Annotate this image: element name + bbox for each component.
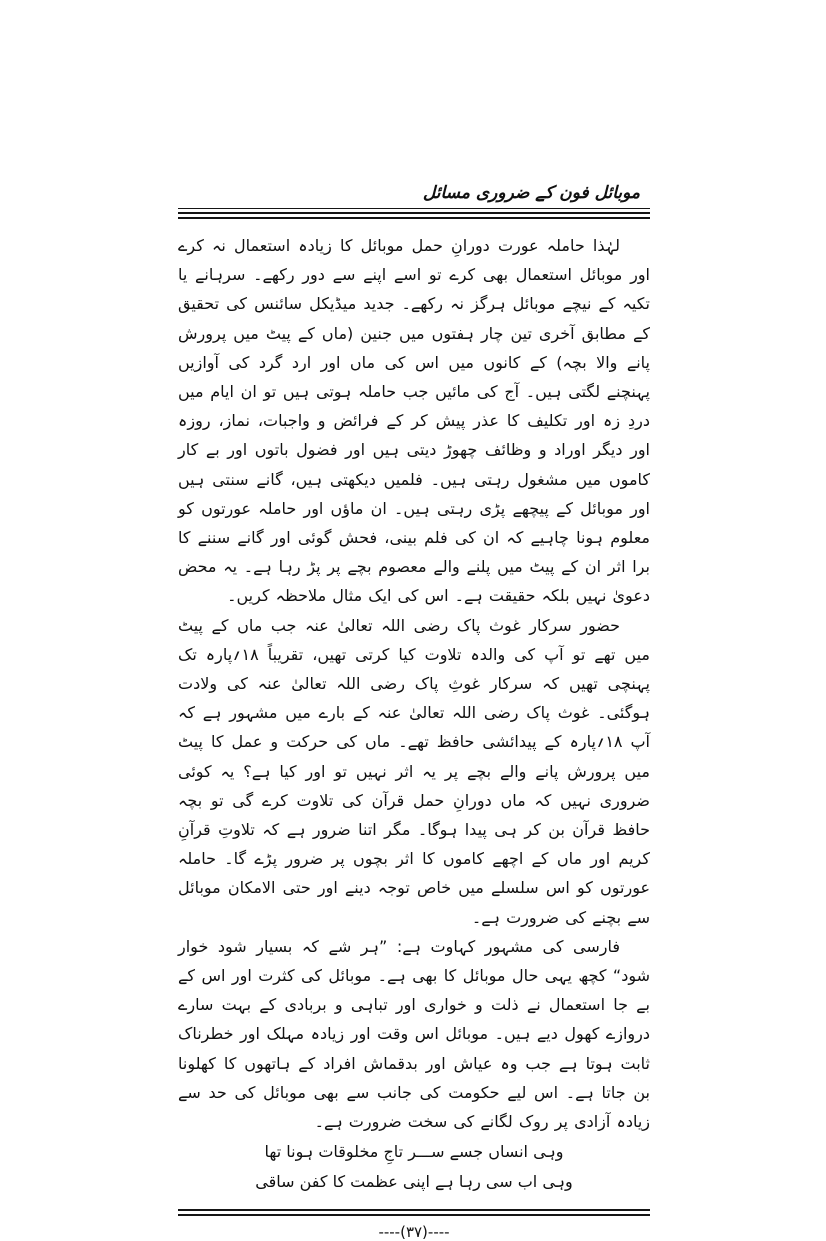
footer-rule-double [178, 1209, 650, 1216]
page-number: ----(۳۷)---- [378, 1223, 450, 1241]
paragraph-ghaus-pak-story: حضور سرکار غوث پاک رضی اللہ تعالیٰ عنہ جب ماں کے پیٹ میں تھے تو آپ کی والدہ تلاوت کیا کرتی تھیں، تقریباً ۱۸؍پارہ تک پہنچی تھیں کہ سرکار غوثِ پاک رضی اللہ تعالیٰ عنہ کی ولادت ہوگئی۔ غوث پاک رضی اللہ تعالیٰ عنہ کے بارے میں مشہور ہے کہ آپ ۱۸؍پارہ کے پیدائشی حافظ تھے۔ ماں کی حرکت و عمل کا پیٹ میں پرورش پانے والے بچے پر یہ اثر نہیں تو اور کیا ہے؟ یہ کوئی ضروری نہیں کہ ماں دورانِ حمل قرآن کی تلاوت کرے گی تو بچہ حافظ قرآن بن کر ہی پیدا ہوگا۔ مگر اتنا ضرور ہے کہ تلاوتِ قرآنِ کریم اور ماں کے اچھے کاموں کا اثر بچوں پر ضرور پڑے گا۔ حاملہ عورتوں کو اس سلسلے میں خاص توجہ دینے اور حتی الامکان موبائل سے بچنے کی ضرورت ہے۔ [178, 615, 651, 927]
header-rule-thin [178, 208, 650, 209]
body-text [178, 231, 650, 1197]
paragraph-persian-proverb: فارسی کی مشہور کہاوت ہے: ”ہر شے کہ بسیار شود خوار شود“ کچھ یہی حال موبائل کا بھی ہے۔ موبائل کی کثرت اور اس کے بے جا استعمال نے ذلت و خواری اور تباہی و بربادی کے بہت سارے دروازے کھول دیے ہیں۔ موبائل اس وقت اور زیادہ مہلک اور خطرناک ثابت ہوتا ہے جب وہ عیاش اور بدقماش افراد کے ہاتھوں کا کھلونا بن جاتا ہے۔ اس لیے حکومت کی جانب سے بھی موبائل کی حد سے زیادہ آزادی پر روک لگانے کی سخت ضرورت ہے۔ [178, 936, 650, 1132]
paragraph-pregnancy-advice: لہٰذا حاملہ عورت دورانِ حمل موبائل کا زیادہ استعمال نہ کرے اور موبائل استعمال بھی کرے تو اسے اپنے سے دور رکھے۔ سرہانے یا تکیہ کے نیچے موبائل ہرگز نہ رکھے۔ جدید میڈیکل سائنس کی تحقیق کے مطابق آخری تین چار ہفتوں میں جنین (ماں کے پیٹ میں پرورش پانے والا بچہ) کے کانوں میں اس کی ماں اور ارد گرد کی آوازیں پہنچنے لگتی ہیں۔ آج کی مائیں جب حاملہ ہوتی ہیں تو ان ایام میں دردِ زہ اور تکلیف کا عذر پیش کر کے فرائض و واجبات، نماز، روزہ اور دیگر اوراد و وظائف چھوڑ دیتی ہیں اور فضول باتوں اور بے کار کاموں میں مشغول رہتی ہیں۔ فلمیں دیکھتی ہیں، گانے سنتی ہیں اور موبائل کے پیچھے پڑی رہتی ہیں۔ ان ماؤں اور حاملہ عورتوں کو معلوم ہونا چاہیے کہ ان کی فلم بینی، فحش گوئی اور گانے سننے کا برا اثر ان کے پیٹ میں پلنے والے معصوم بچے پر پڑ رہا ہے۔ یہ محض دعویٰ نہیں بلکہ حقیقت ہے۔ اس کی ایک مثال ملاحظہ کریں۔ [178, 236, 650, 606]
page-content [178, 182, 650, 1241]
page-footer [178, 1209, 650, 1241]
page-header [178, 182, 650, 219]
couplet-line-1: وہی انساں جسے ســـر تاجِ مخلوقات ہونا تھا [264, 1142, 564, 1162]
header-rule-double [178, 212, 650, 219]
couplet [178, 1137, 650, 1197]
couplet-line-2: وہی اب سی رہا ہے اپنی عظمت کا کفن ساقی [255, 1172, 573, 1192]
page-title: موبائل فون کے ضروری مسائل [422, 183, 640, 203]
